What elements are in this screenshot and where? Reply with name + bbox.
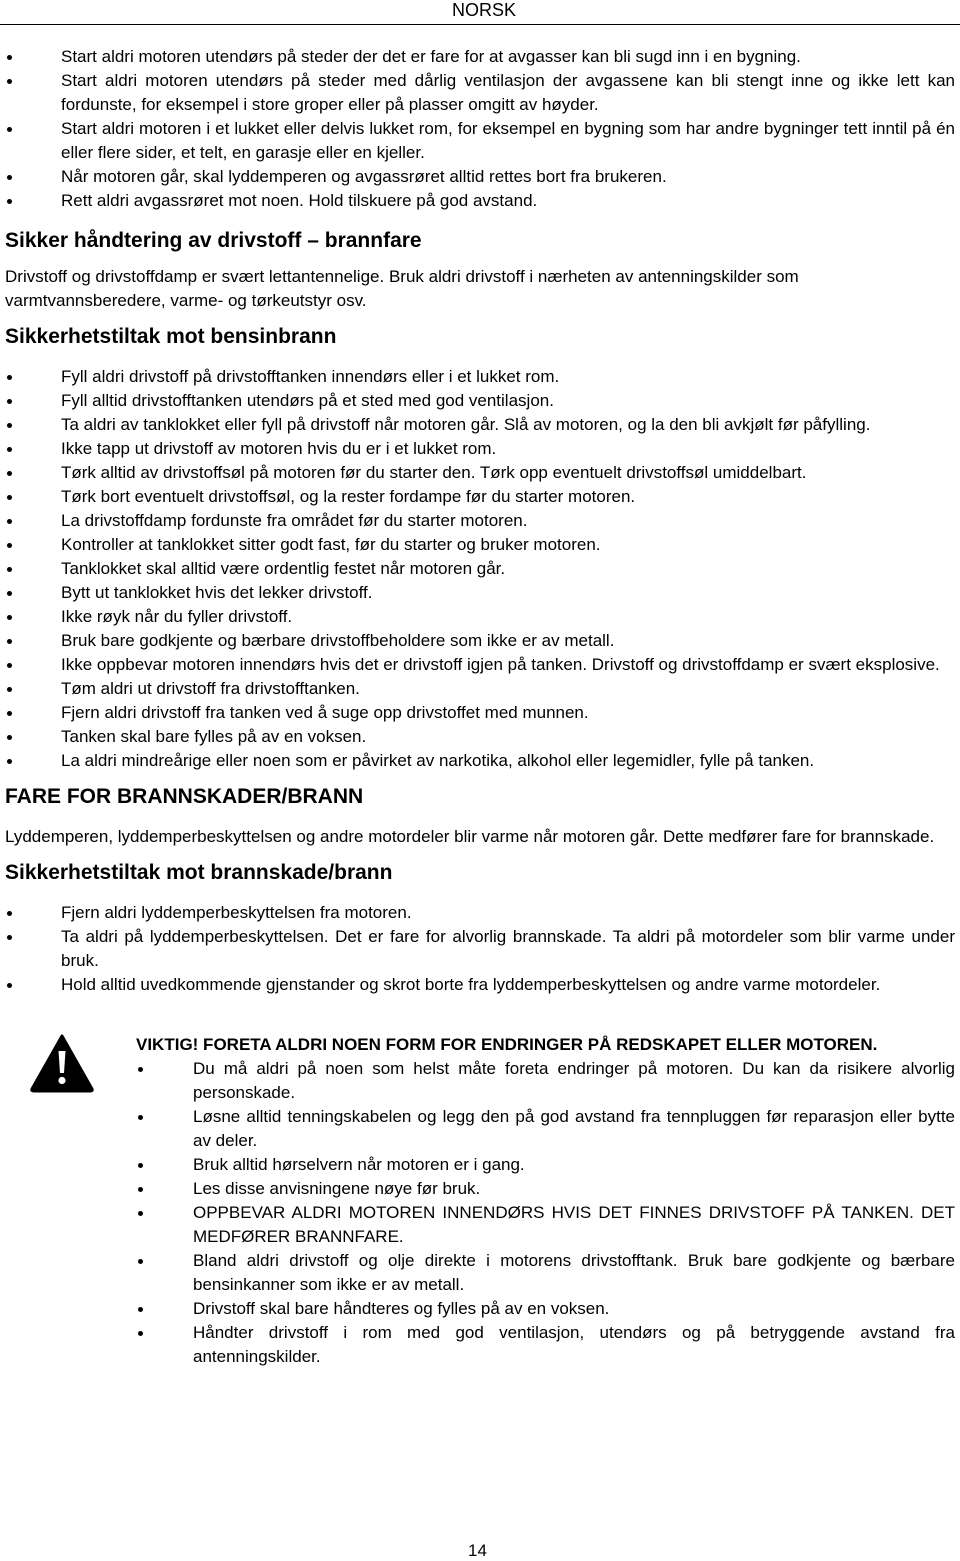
list-item: Ikke røyk når du fyller drivstoff. [5,605,955,629]
section-heading-burn-precautions: Sikkerhetstiltak mot brannskade/brann [5,861,393,884]
warning-list [136,1057,955,1369]
section-heading-burn-hazard: FARE FOR BRANNSKADER/BRANN [5,785,364,808]
warning-triangle-icon [29,1033,95,1093]
list-item: Les disse anvisningene nøye før bruk. [136,1177,955,1201]
list-item: Drivstoff skal bare håndteres og fylles på av en voksen. [136,1297,955,1321]
list-item: Tørk bort eventuelt drivstoffsøl, og la rester fordampe før du starter motoren. [5,485,955,509]
list-item: Ikke oppbevar motoren innendørs hvis det er drivstoff igjen på tanken. Drivstoff og drivstoffdamp er svært eksplosive. [5,653,955,677]
list-item: Start aldri motoren i et lukket eller delvis lukket rom, for eksempel en bygning som har andre bygninger tett inntil på én eller flere sider, et telt, en garasje eller en kjeller. [5,117,955,165]
list-item: Tanklokket skal alltid være ordentlig festet når motoren går. [5,557,955,581]
page-content [5,45,955,1369]
list-item: La drivstoffdamp fordunste fra området før du starter motoren. [5,509,955,533]
list-item: Start aldri motoren utendørs på steder der det er fare for at avgasser kan bli sugd inn i en bygning. [5,45,955,69]
list-item: Fyll aldri drivstoff på drivstofftanken innendørs eller i et lukket rom. [5,365,955,389]
fuel-handling-paragraph: Drivstoff og drivstoffdamp er svært lettantennelige. Bruk aldri drivstoff i nærheten av antenningskilder som varmtvannsberedere, varme- og tørkeutstyr osv. [5,267,799,310]
list-item: Tørk alltid av drivstoffsøl på motoren før du starter den. Tørk opp eventuelt drivstoffsøl umiddelbart. [5,461,955,485]
list-item: Bruk alltid hørselvern når motoren er i gang. [136,1153,955,1177]
list-item: Bland aldri drivstoff og olje direkte i motorens drivstofftank. Bruk bare godkjente og bærbare bensinkanner som ikke er av metall. [136,1249,955,1297]
list-item: Start aldri motoren utendørs på steder med dårlig ventilasjon der avgassene kan bli stengt inne og ikke lett kan fordunste, for eksempel i store groper eller på plasser omgitt av høyder. [5,69,955,117]
burn-precautions-list [5,901,955,997]
list-item: Ikke tapp ut drivstoff av motoren hvis du er i et lukket rom. [5,437,955,461]
warning-title: VIKTIG! FORETA ALDRI NOEN FORM FOR ENDRINGER PÅ REDSKAPET ELLER MOTOREN. [136,1035,878,1054]
list-item: OPPBEVAR ALDRI MOTOREN INNENDØRS HVIS DET FINNES DRIVSTOFF PÅ TANKEN. DET MEDFØRER BRANNFARE. [136,1201,955,1249]
list-item: Fjern aldri drivstoff fra tanken ved å suge opp drivstoffet med munnen. [5,701,955,725]
list-item: Tanken skal bare fylles på av en voksen. [5,725,955,749]
page-header [0,0,960,25]
list-item: Fjern aldri lyddemperbeskyttelsen fra motoren. [5,901,955,925]
list-item: Tøm aldri ut drivstoff fra drivstofftanken. [5,677,955,701]
list-item: Løsne alltid tenningskabelen og legg den på god avstand fra tennpluggen før reparasjon eller bytte av deler. [136,1105,955,1153]
section-heading-fuel-handling: Sikker håndtering av drivstoff – brannfare [5,229,422,252]
petrol-fire-list [5,365,955,773]
list-item: Ta aldri av tanklokket eller fyll på drivstoff når motoren går. Slå av motoren, og la den bli avkjølt før påfylling. [5,413,955,437]
list-item: Du må aldri på noen som helst måte foreta endringer på motoren. Du kan da risikere alvorlig personskade. [136,1057,955,1105]
burn-hazard-paragraph: Lyddemperen, lyddemperbeskyttelsen og andre motordeler blir varme når motoren går. Dette medfører fare for brannskade. [5,827,935,846]
list-item: Håndter drivstoff i rom med god ventilasjon, utendørs og på betryggende avstand fra antenningskilder. [136,1321,955,1369]
list-item: La aldri mindreårige eller noen som er påvirket av narkotika, alkohol eller legemidler, fylle på tanken. [5,749,955,773]
list-item: Bytt ut tanklokket hvis det lekker drivstoff. [5,581,955,605]
list-item: Bruk bare godkjente og bærbare drivstoffbeholdere som ikke er av metall. [5,629,955,653]
section-heading-petrol-fire: Sikkerhetstiltak mot bensinbrann [5,325,337,348]
list-item: Hold alltid uvedkommende gjenstander og skrot borte fra lyddemperbeskyttelsen og andre varme motordeler. [5,973,955,997]
warning-block [5,1033,955,1369]
warning-body [136,1033,955,1369]
page-number: 14 [468,1541,487,1560]
exhaust-safety-list [5,45,955,213]
list-item: Når motoren går, skal lyddemperen og avgassrøret alltid rettes bort fra brukeren. [5,165,955,189]
list-item: Rett aldri avgassrøret mot noen. Hold tilskuere på god avstand. [5,189,955,213]
list-item: Kontroller at tanklokket sitter godt fast, før du starter og bruker motoren. [5,533,955,557]
language-label: NORSK [451,0,516,20]
list-item: Fyll alltid drivstofftanken utendørs på et sted med god ventilasjon. [5,389,955,413]
list-item: Ta aldri på lyddemperbeskyttelsen. Det er fare for alvorlig brannskade. Ta aldri på motordeler som blir varme under bruk. [5,925,955,973]
